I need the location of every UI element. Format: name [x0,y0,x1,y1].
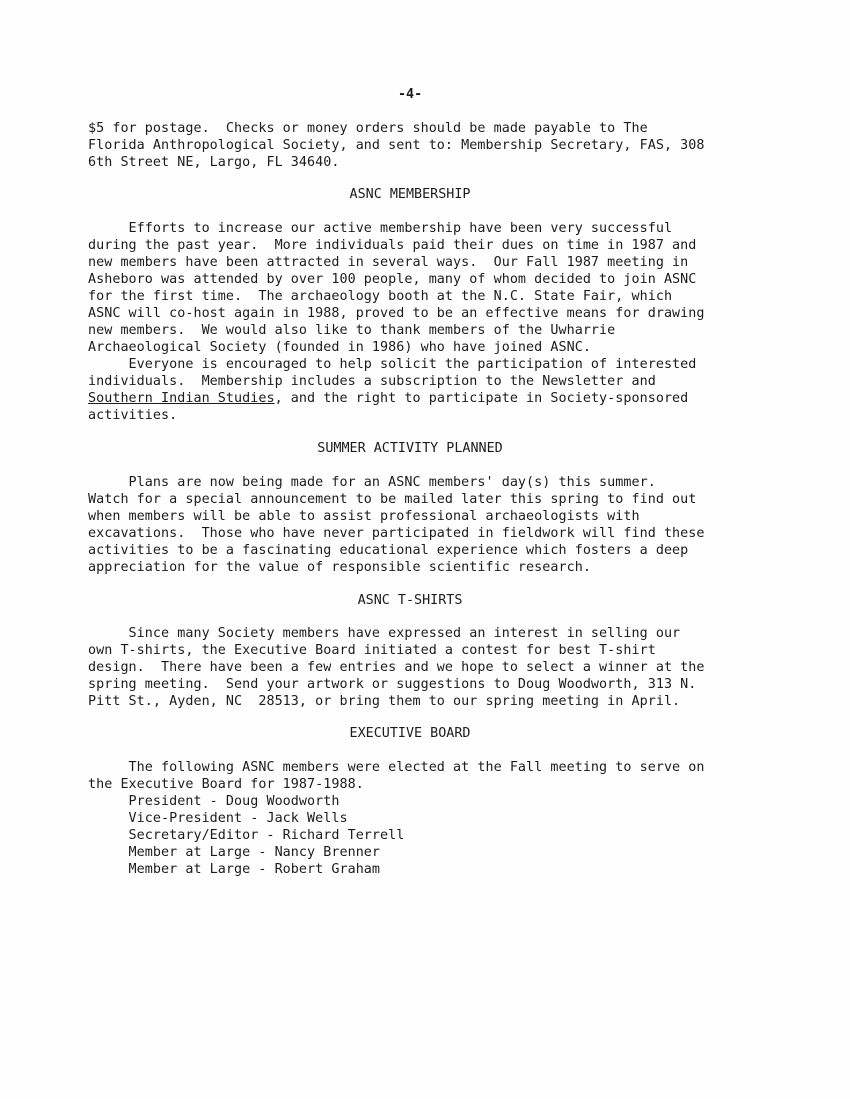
page-number: -4- [398,87,423,102]
summer-line: excavations. Those who have never participated in fieldwork will find these [88,526,705,541]
tshirts-line: Since many Society members have expressed an interest in selling our [88,626,681,641]
membership-p2-mixed-line [88,390,688,407]
intro-line-2: Florida Anthropological Society, and sent to: Membership Secretary, FAS, 308 [88,138,705,153]
board-line: The following ASNC members were elected at the Fall meeting to serve on [88,760,705,775]
tshirts-line: own T-shirts, the Executive Board initiated a contest for best T-shirt [88,643,656,658]
membership-line: Asheboro was attended by over 100 people, many of whom decided to join ASNC [88,272,697,287]
board-heading: EXECUTIVE BOARD [349,726,471,741]
officer-line: Member at Large - Robert Graham [88,862,381,877]
membership-p2-line: individuals. Membership includes a subscription to the Newsletter and [88,374,656,389]
membership-line: during the past year. More individuals paid their dues on time in 1987 and [88,238,697,253]
tshirts-heading: ASNC T-SHIRTS [357,593,463,608]
membership-p2-last: activities. [88,408,178,423]
summer-line: activities to be a fascinating educational experience which fosters a deep [88,543,689,558]
intro-line-1: $5 for postage. Checks or money orders should be made payable to The [88,121,648,136]
membership-line: new members. We would also like to thank members of the Uwharrie [88,323,616,338]
officer-line: Secretary/Editor - Richard Terrell [88,828,405,843]
journal-title: Southern Indian Studies [88,391,275,406]
membership-line: Archaeological Society (founded in 1986) who have joined ASNC. [88,340,591,355]
officer-line: President - Doug Woodworth [88,794,340,809]
board-line: the Executive Board for 1987-1988. [88,777,364,792]
summer-line: appreciation for the value of responsible scientific research. [88,560,591,575]
summer-line: when members will be able to assist professional archaeologists with [88,509,640,524]
tshirts-line: spring meeting. Send your artwork or suggestions to Doug Woodworth, 313 N. [88,677,697,692]
membership-line: new members have been attracted in several ways. Our Fall 1987 meeting in [88,255,689,270]
membership-line: for the first time. The archaeology booth at the N.C. State Fair, which [88,289,673,304]
summer-line: Watch for a special announcement to be mailed later this spring to find out [88,492,697,507]
membership-heading: ASNC MEMBERSHIP [349,187,471,202]
tshirts-line: design. There have been a few entries and we hope to select a winner at the [88,660,705,675]
membership-p2-rest: , and the right to participate in Society-sponsored [274,391,689,406]
summer-line: Plans are now being made for an ASNC members' day(s) this summer. [88,475,656,490]
tshirts-line: Pitt St., Ayden, NC 28513, or bring them to our spring meeting in April. [88,694,681,709]
summer-heading: SUMMER ACTIVITY PLANNED [317,441,503,456]
membership-line: ASNC will co-host again in 1988, proved to be an effective means for drawing [88,306,705,321]
membership-line: Efforts to increase our active membership have been very successful [88,221,673,236]
officer-line: Vice-President - Jack Wells [88,811,348,826]
membership-p2-line: Everyone is encouraged to help solicit the participation of interested [88,357,697,372]
officer-line: Member at Large - Nancy Brenner [88,845,381,860]
intro-line-3: 6th Street NE, Largo, FL 34640. [88,155,340,170]
